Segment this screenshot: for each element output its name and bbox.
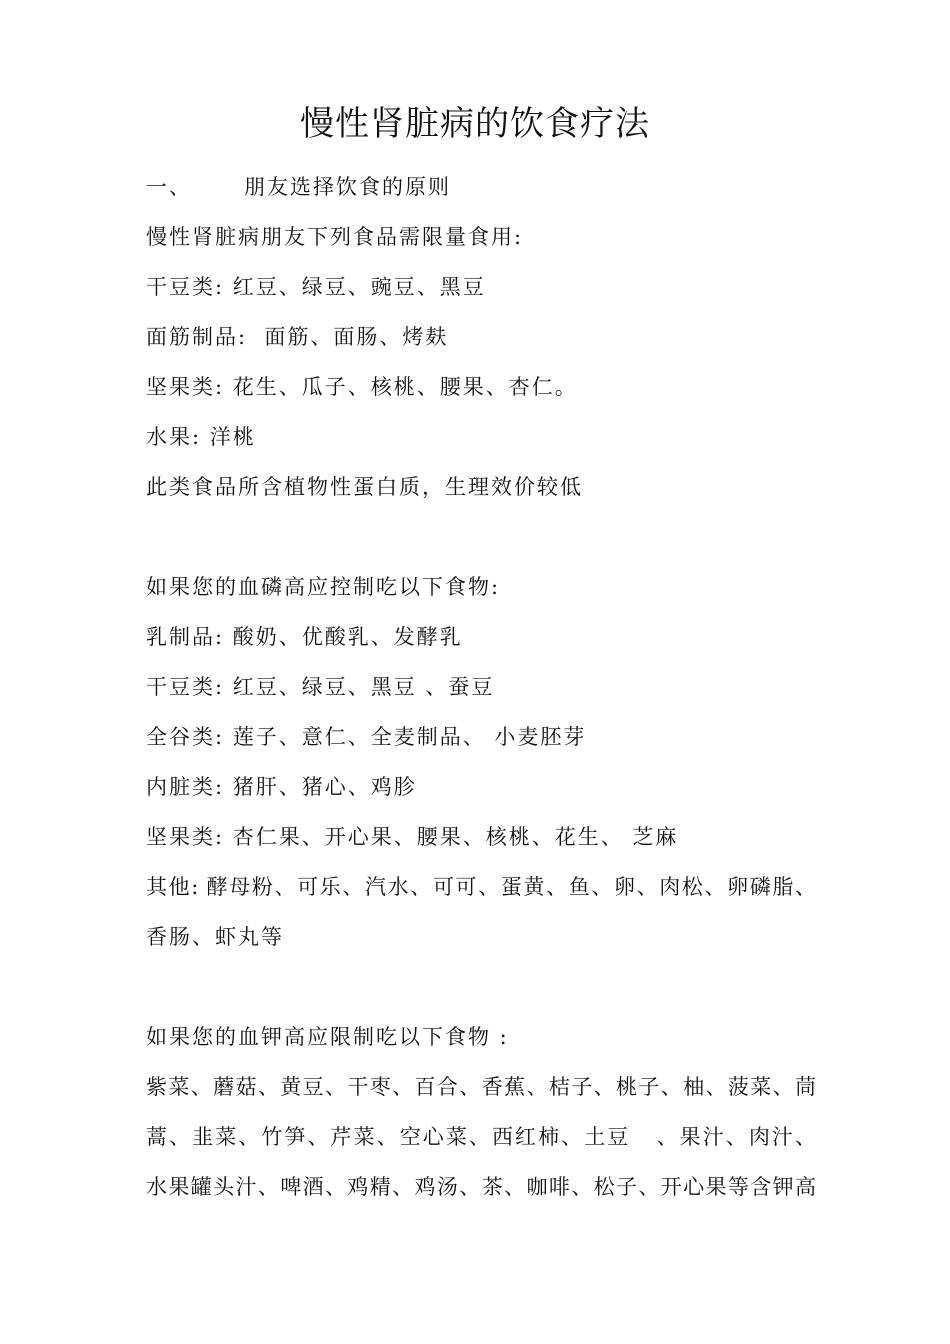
- list-item: 面筋制品: 面筋、面肠、烤麸: [146, 325, 449, 349]
- spacer: [146, 962, 816, 1012]
- document-body: [146, 162, 816, 1212]
- section-note: 此类食品所含植物性蛋白质，生理效价较低: [146, 475, 583, 499]
- paragraph-line: 水果罐头汁、啤酒、鸡精、鸡汤、茶、咖啡、松子、开心果等含钾高: [146, 1175, 816, 1199]
- list-item: 坚果类: 杏仁果、开心果、腰果、核桃、花生、 芝麻: [146, 825, 679, 849]
- list-item-other: 其他: 酵母粉、可乐、汽水、可可、蛋黄、鱼、卵、肉松、卵磷脂、: [146, 875, 816, 899]
- list-item-other-continued: 香肠、虾丸等: [146, 925, 284, 949]
- list-item: 内脏类: 猪肝、猪心、鸡胗: [146, 775, 417, 799]
- section-intro: 慢性肾脏病朋友下列食品需限量食用:: [146, 225, 524, 249]
- paragraph-line: 蒿、韭菜、竹笋、芹菜、空心菜、西红柿、土豆 、果汁、肉汁、: [146, 1125, 816, 1149]
- section-intro: 如果您的血磷高应控制吃以下食物:: [146, 575, 501, 599]
- spacer: [146, 512, 816, 562]
- list-item: 坚果类: 花生、瓜子、核桃、腰果、杏仁。: [146, 375, 578, 399]
- paragraph-line: 紫菜、蘑菇、黄豆、干枣、百合、香蕉、桔子、桃子、柚、菠菜、茼: [146, 1075, 816, 1099]
- list-item: 干豆类: 红豆、绿豆、黑豆 、蚕豆: [146, 675, 495, 699]
- section-intro: 如果您的血钾高应限制吃以下食物 :: [146, 1025, 509, 1049]
- list-item: 水果: 洋桃: [146, 425, 256, 449]
- list-item: 全谷类: 莲子、意仁、全麦制品、 小麦胚芽: [146, 725, 587, 749]
- section-heading: 一、 朋友选择饮食的原则: [146, 175, 452, 199]
- list-item: 乳制品: 酸奶、优酸乳、发酵乳: [146, 625, 463, 649]
- list-item: 干豆类: 红豆、绿豆、豌豆、黑豆: [146, 275, 486, 299]
- document-title: 慢性肾脏病的饮食疗法: [300, 104, 650, 144]
